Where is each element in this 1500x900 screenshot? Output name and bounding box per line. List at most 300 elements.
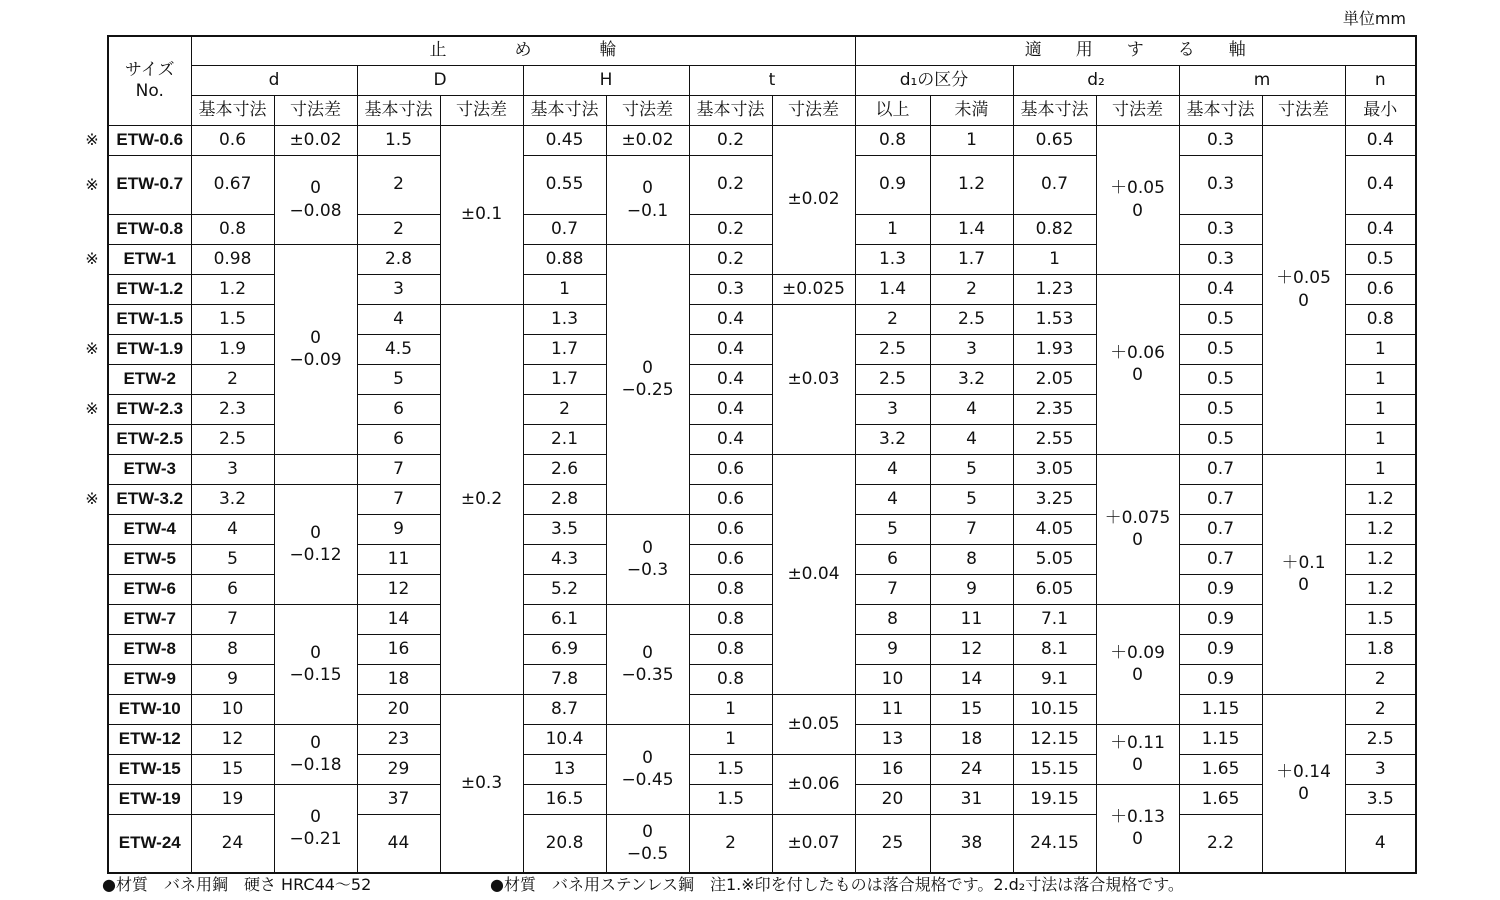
d-tolerance-value: 0 −0.08 — [289, 178, 342, 221]
d2-basic-cell: 0.82 — [1013, 214, 1096, 244]
d-basic-cell: 10 — [191, 694, 274, 724]
t-tolerance-cell — [772, 814, 855, 873]
header-retaining-ring: 止 め 輪 — [191, 36, 855, 65]
H-tolerance-cell — [606, 514, 689, 604]
size-cell: ETW-12 — [108, 724, 191, 754]
t-basic-cell: 0.6 — [689, 544, 772, 574]
H-tolerance-value: 0 −0.25 — [621, 357, 674, 400]
m-basic-cell: 0.9 — [1179, 634, 1262, 664]
m-basic-cell: 0.7 — [1179, 454, 1262, 484]
header-t-basic: 基本寸法 — [689, 95, 772, 125]
header-m-tolerance: 寸法差 — [1262, 95, 1345, 125]
d-basic-cell: 6 — [191, 574, 274, 604]
header-t-tolerance: 寸法差 — [772, 95, 855, 125]
size-cell: ETW-10 — [108, 694, 191, 724]
d1-over-cell: 2 — [855, 304, 930, 334]
m-basic-cell: 0.5 — [1179, 304, 1262, 334]
size-cell: ETW-0.8 — [108, 214, 191, 244]
H-tolerance-cell — [606, 724, 689, 814]
t-basic-cell: 0.4 — [689, 364, 772, 394]
H-tolerance-cell — [606, 125, 689, 155]
n-min-cell: 1 — [1345, 424, 1416, 454]
H-tolerance-cell — [606, 814, 689, 873]
t-basic-cell: 1.5 — [689, 784, 772, 814]
size-cell: ETW-0.6 — [108, 125, 191, 155]
m-basic-cell: 0.5 — [1179, 334, 1262, 364]
d1-under-cell: 12 — [930, 634, 1013, 664]
H-basic-cell: 3.5 — [523, 514, 606, 544]
D-basic-cell: 14 — [357, 604, 440, 634]
m-basic-cell: 0.5 — [1179, 394, 1262, 424]
D-basic-cell: 37 — [357, 784, 440, 814]
d-basic-cell: 2.3 — [191, 394, 274, 424]
m-basic-cell: 0.3 — [1179, 155, 1262, 214]
d1-under-cell: 31 — [930, 784, 1013, 814]
m-tolerance-value: ＋0.05 0 — [1276, 268, 1331, 311]
t-basic-cell: 0.6 — [689, 454, 772, 484]
d-tolerance-value: 0 −0.09 — [289, 327, 342, 370]
d2-basic-cell: 2.55 — [1013, 424, 1096, 454]
n-min-cell: 2 — [1345, 664, 1416, 694]
m-basic-cell: 0.3 — [1179, 214, 1262, 244]
reference-mark: ※ — [85, 339, 99, 358]
footer-notes — [102, 872, 1402, 895]
d-basic-cell: 3.2 — [191, 484, 274, 514]
d1-over-cell: 4 — [855, 484, 930, 514]
d-tolerance-cell — [274, 454, 357, 484]
d2-basic-cell: 24.15 — [1013, 814, 1096, 873]
header-n-min: 最小 — [1345, 95, 1416, 125]
d-tolerance-cell — [274, 155, 357, 244]
d2-basic-cell: 7.1 — [1013, 604, 1096, 634]
d-basic-cell: 9 — [191, 664, 274, 694]
D-basic-cell: 6 — [357, 424, 440, 454]
d2-tolerance-value: ＋0.075 0 — [1104, 507, 1171, 550]
t-tolerance-value: ±0.04 — [787, 563, 840, 584]
d1-under-cell: 8 — [930, 544, 1013, 574]
m-basic-cell: 0.9 — [1179, 604, 1262, 634]
m-basic-cell: 0.4 — [1179, 274, 1262, 304]
d1-over-cell: 1.4 — [855, 274, 930, 304]
H-basic-cell: 16.5 — [523, 784, 606, 814]
d1-over-cell: 20 — [855, 784, 930, 814]
n-min-cell: 0.4 — [1345, 214, 1416, 244]
d2-basic-cell: 1.53 — [1013, 304, 1096, 334]
d2-tolerance-value: ＋0.09 0 — [1110, 642, 1165, 685]
d-tolerance-value: 0 −0.21 — [289, 807, 342, 850]
d1-over-cell: 3.2 — [855, 424, 930, 454]
H-basic-cell: 4.3 — [523, 544, 606, 574]
m-tolerance-value: ＋0.1 0 — [1281, 552, 1326, 595]
H-basic-cell: 0.88 — [523, 244, 606, 274]
d1-over-cell: 16 — [855, 754, 930, 784]
d1-under-cell: 3 — [930, 334, 1013, 364]
d1-under-cell: 1.2 — [930, 155, 1013, 214]
d-basic-cell: 0.8 — [191, 214, 274, 244]
H-tolerance-value: 0 −0.1 — [626, 178, 669, 221]
H-basic-cell: 0.45 — [523, 125, 606, 155]
size-cell: ETW-1.9 — [108, 334, 191, 364]
header-H: H — [523, 65, 689, 95]
D-basic-cell: 11 — [357, 544, 440, 574]
D-basic-cell: 7 — [357, 484, 440, 514]
n-min-cell: 1 — [1345, 364, 1416, 394]
t-basic-cell: 0.6 — [689, 514, 772, 544]
size-cell: ETW-6 — [108, 574, 191, 604]
d-basic-cell: 24 — [191, 814, 274, 873]
t-basic-cell: 0.4 — [689, 304, 772, 334]
t-basic-cell: 0.4 — [689, 394, 772, 424]
n-min-cell: 0.4 — [1345, 155, 1416, 214]
d1-under-cell: 24 — [930, 754, 1013, 784]
d1-over-cell: 25 — [855, 814, 930, 873]
size-cell: ETW-5 — [108, 544, 191, 574]
d-tolerance-value: 0 −0.15 — [289, 642, 342, 685]
n-min-cell: 1 — [1345, 394, 1416, 424]
d-tolerance-cell — [274, 784, 357, 873]
n-min-cell: 3 — [1345, 754, 1416, 784]
d-basic-cell: 8 — [191, 634, 274, 664]
d2-basic-cell: 3.25 — [1013, 484, 1096, 514]
t-basic-cell: 0.6 — [689, 484, 772, 514]
size-cell: ETW-2 — [108, 364, 191, 394]
t-basic-cell: 0.8 — [689, 574, 772, 604]
d1-under-cell: 5 — [930, 484, 1013, 514]
header-d1-over: 以上 — [855, 95, 930, 125]
header-d1-under: 未満 — [930, 95, 1013, 125]
m-basic-cell: 1.65 — [1179, 754, 1262, 784]
d1-under-cell: 9 — [930, 574, 1013, 604]
D-basic-cell: 23 — [357, 724, 440, 754]
d1-under-cell: 4 — [930, 424, 1013, 454]
t-basic-cell: 1 — [689, 694, 772, 724]
d-basic-cell: 0.98 — [191, 244, 274, 274]
d1-under-cell: 14 — [930, 664, 1013, 694]
d-basic-cell: 1.2 — [191, 274, 274, 304]
size-cell: ETW-1.2 — [108, 274, 191, 304]
H-basic-cell: 10.4 — [523, 724, 606, 754]
d2-tolerance-cell — [1096, 724, 1179, 784]
m-tolerance-cell — [1262, 694, 1345, 873]
d-basic-cell: 0.6 — [191, 125, 274, 155]
t-basic-cell: 1.5 — [689, 754, 772, 784]
d1-over-cell: 6 — [855, 544, 930, 574]
H-basic-cell: 13 — [523, 754, 606, 784]
D-basic-cell: 18 — [357, 664, 440, 694]
d2-basic-cell: 5.05 — [1013, 544, 1096, 574]
H-tolerance-cell — [606, 155, 689, 244]
d-basic-cell: 19 — [191, 784, 274, 814]
d2-basic-cell: 1.93 — [1013, 334, 1096, 364]
d2-tolerance-cell — [1096, 604, 1179, 724]
m-basic-cell: 0.7 — [1179, 514, 1262, 544]
t-tolerance-value: ±0.03 — [787, 368, 840, 389]
d-tolerance-cell — [274, 244, 357, 454]
unit-label: 単位mm — [1342, 9, 1406, 28]
D-basic-cell: 16 — [357, 634, 440, 664]
d1-over-cell: 9 — [855, 634, 930, 664]
d1-over-cell: 3 — [855, 394, 930, 424]
n-min-cell: 1.2 — [1345, 484, 1416, 514]
table-row — [108, 244, 1416, 274]
t-tolerance-value: ±0.07 — [787, 833, 840, 854]
header-D: D — [357, 65, 523, 95]
d2-basic-cell: 1.23 — [1013, 274, 1096, 304]
t-basic-cell: 0.4 — [689, 334, 772, 364]
table-row — [108, 724, 1416, 754]
n-min-cell: 3.5 — [1345, 784, 1416, 814]
d-tolerance-value: 0 −0.12 — [289, 522, 342, 565]
d-basic-cell: 4 — [191, 514, 274, 544]
t-tolerance-cell — [772, 454, 855, 694]
d-basic-cell: 2 — [191, 364, 274, 394]
t-basic-cell: 0.2 — [689, 155, 772, 214]
m-tolerance-cell — [1262, 125, 1345, 454]
t-tolerance-cell — [772, 125, 855, 274]
t-basic-cell: 0.8 — [689, 664, 772, 694]
D-basic-cell: 2 — [357, 214, 440, 244]
d1-under-cell: 3.2 — [930, 364, 1013, 394]
d-tolerance-cell — [274, 125, 357, 155]
d2-basic-cell: 9.1 — [1013, 664, 1096, 694]
d1-under-cell: 2.5 — [930, 304, 1013, 334]
D-basic-cell: 5 — [357, 364, 440, 394]
d1-over-cell: 11 — [855, 694, 930, 724]
H-basic-cell: 2 — [523, 394, 606, 424]
D-basic-cell: 2.8 — [357, 244, 440, 274]
d2-tolerance-value: ＋0.13 0 — [1110, 807, 1165, 850]
D-basic-cell: 6 — [357, 394, 440, 424]
D-tolerance-value: ±0.1 — [460, 204, 503, 225]
d1-over-cell: 4 — [855, 454, 930, 484]
d2-basic-cell: 0.65 — [1013, 125, 1096, 155]
n-min-cell: 0.5 — [1345, 244, 1416, 274]
D-tolerance-cell — [440, 304, 523, 694]
m-basic-cell: 0.3 — [1179, 125, 1262, 155]
t-basic-cell: 0.3 — [689, 274, 772, 304]
d2-tolerance-cell — [1096, 454, 1179, 604]
t-basic-cell: 0.4 — [689, 424, 772, 454]
t-tolerance-cell — [772, 754, 855, 814]
d2-tolerance-cell — [1096, 784, 1179, 873]
d-tolerance-cell — [274, 724, 357, 784]
D-basic-cell: 1.5 — [357, 125, 440, 155]
H-basic-cell: 1.7 — [523, 364, 606, 394]
table-row — [108, 604, 1416, 634]
header-H-tolerance: 寸法差 — [606, 95, 689, 125]
n-min-cell: 0.6 — [1345, 274, 1416, 304]
size-cell: ETW-3.2 — [108, 484, 191, 514]
t-tolerance-value: ±0.05 — [787, 713, 840, 734]
t-tolerance-cell — [772, 694, 855, 754]
n-min-cell: 1 — [1345, 334, 1416, 364]
H-basic-cell: 1 — [523, 274, 606, 304]
d2-basic-cell: 1 — [1013, 244, 1096, 274]
t-basic-cell: 2 — [689, 814, 772, 873]
n-min-cell: 0.4 — [1345, 125, 1416, 155]
D-basic-cell: 12 — [357, 574, 440, 604]
d1-over-cell: 0.9 — [855, 155, 930, 214]
d2-basic-cell: 4.05 — [1013, 514, 1096, 544]
H-tolerance-value: ±0.02 — [621, 129, 674, 150]
D-basic-cell: 4.5 — [357, 334, 440, 364]
size-cell: ETW-7 — [108, 604, 191, 634]
n-min-cell: 1.2 — [1345, 544, 1416, 574]
d1-over-cell: 2.5 — [855, 364, 930, 394]
n-min-cell: 1.2 — [1345, 574, 1416, 604]
d2-basic-cell: 0.7 — [1013, 155, 1096, 214]
D-basic-cell: 29 — [357, 754, 440, 784]
table-row — [108, 784, 1416, 814]
H-basic-cell: 6.9 — [523, 634, 606, 664]
H-basic-cell: 2.1 — [523, 424, 606, 454]
d2-basic-cell: 8.1 — [1013, 634, 1096, 664]
d1-under-cell: 1.7 — [930, 244, 1013, 274]
d-tolerance-value: ±0.02 — [289, 129, 342, 150]
reference-mark: ※ — [85, 489, 99, 508]
d-tolerance-cell — [274, 604, 357, 724]
D-tolerance-value: ±0.2 — [460, 488, 503, 509]
t-basic-cell: 0.2 — [689, 244, 772, 274]
d-basic-cell: 3 — [191, 454, 274, 484]
size-cell: ETW-2.3 — [108, 394, 191, 424]
d1-over-cell: 5 — [855, 514, 930, 544]
t-basic-cell: 0.8 — [689, 634, 772, 664]
n-min-cell: 1 — [1345, 454, 1416, 484]
header-d: d — [191, 65, 357, 95]
H-tolerance-value: 0 −0.5 — [626, 822, 669, 865]
t-tolerance-value: ±0.06 — [787, 773, 840, 794]
header-d-basic: 基本寸法 — [191, 95, 274, 125]
d-basic-cell: 0.67 — [191, 155, 274, 214]
n-min-cell: 4 — [1345, 814, 1416, 873]
table-row — [108, 454, 1416, 484]
header-n: n — [1345, 65, 1416, 95]
header-applicable-shaft: 適 用 す る 軸 — [855, 36, 1416, 65]
header-d2: d₂ — [1013, 65, 1179, 95]
table-row — [108, 484, 1416, 514]
H-basic-cell: 6.1 — [523, 604, 606, 634]
d2-basic-cell: 15.15 — [1013, 754, 1096, 784]
header-size-no — [108, 36, 191, 125]
d-basic-cell: 1.5 — [191, 304, 274, 334]
header-D-basic: 基本寸法 — [357, 95, 440, 125]
D-tolerance-value: ±0.3 — [460, 773, 503, 794]
table-body — [108, 125, 1416, 873]
d1-under-cell: 38 — [930, 814, 1013, 873]
header-t: t — [689, 65, 855, 95]
H-tolerance-value: 0 −0.3 — [626, 537, 669, 580]
size-cell: ETW-2.5 — [108, 424, 191, 454]
m-basic-cell: 0.9 — [1179, 574, 1262, 604]
d1-over-cell: 13 — [855, 724, 930, 754]
d1-over-cell: 2.5 — [855, 334, 930, 364]
d1-under-cell: 1 — [930, 125, 1013, 155]
footer-material-left: ●材質 バネ用鋼 硬さ HRC44～52 — [102, 875, 372, 894]
t-basic-cell: 0.2 — [689, 125, 772, 155]
reference-mark: ※ — [85, 399, 99, 418]
m-basic-cell: 0.7 — [1179, 544, 1262, 574]
size-cell: ETW-8 — [108, 634, 191, 664]
D-tolerance-cell — [440, 125, 523, 304]
size-cell: ETW-9 — [108, 664, 191, 694]
H-tolerance-cell — [606, 244, 689, 514]
size-cell: ETW-4 — [108, 514, 191, 544]
H-basic-cell: 0.7 — [523, 214, 606, 244]
H-basic-cell: 20.8 — [523, 814, 606, 873]
table-row — [108, 125, 1416, 155]
d2-basic-cell: 19.15 — [1013, 784, 1096, 814]
header-H-basic: 基本寸法 — [523, 95, 606, 125]
m-tolerance-cell — [1262, 454, 1345, 694]
d1-under-cell: 2 — [930, 274, 1013, 304]
d2-basic-cell: 2.05 — [1013, 364, 1096, 394]
n-min-cell: 1.2 — [1345, 514, 1416, 544]
header-m-basic: 基本寸法 — [1179, 95, 1262, 125]
d1-over-cell: 7 — [855, 574, 930, 604]
t-tolerance-value: ±0.025 — [782, 278, 845, 299]
H-basic-cell: 1.7 — [523, 334, 606, 364]
D-basic-cell: 44 — [357, 814, 440, 873]
d2-tolerance-value: ＋0.05 0 — [1110, 178, 1165, 221]
size-cell: ETW-1.5 — [108, 304, 191, 334]
H-basic-cell: 2.6 — [523, 454, 606, 484]
footer-material-right: ●材質 バネ用ステンレス鋼 注1.※印を付したものは落合規格です。2.d₂寸法は落合規格です。 — [490, 875, 1184, 894]
header-size-no-text: サイズ No. — [124, 59, 175, 101]
d1-under-cell: 18 — [930, 724, 1013, 754]
t-tolerance-value: ±0.02 — [787, 189, 840, 210]
D-tolerance-cell — [440, 694, 523, 873]
t-basic-cell: 1 — [689, 724, 772, 754]
d1-under-cell: 4 — [930, 394, 1013, 424]
d-basic-cell: 2.5 — [191, 424, 274, 454]
m-tolerance-value: ＋0.14 0 — [1276, 762, 1331, 805]
t-tolerance-cell — [772, 274, 855, 304]
m-basic-cell: 2.2 — [1179, 814, 1262, 873]
m-basic-cell: 0.7 — [1179, 484, 1262, 514]
header-m: m — [1179, 65, 1345, 95]
size-cell: ETW-1 — [108, 244, 191, 274]
d1-under-cell: 15 — [930, 694, 1013, 724]
d-tolerance-value: 0 −0.18 — [289, 732, 342, 775]
d1-over-cell: 1 — [855, 214, 930, 244]
reference-mark: ※ — [85, 249, 99, 268]
reference-mark: ※ — [85, 130, 99, 149]
d1-under-cell: 7 — [930, 514, 1013, 544]
d-tolerance-cell — [274, 484, 357, 604]
H-basic-cell: 7.8 — [523, 664, 606, 694]
d2-basic-cell: 2.35 — [1013, 394, 1096, 424]
size-cell: ETW-0.7 — [108, 155, 191, 214]
H-tolerance-value: 0 −0.45 — [621, 747, 674, 790]
d-basic-cell: 12 — [191, 724, 274, 754]
H-basic-cell: 1.3 — [523, 304, 606, 334]
n-min-cell: 1.5 — [1345, 604, 1416, 634]
d-basic-cell: 7 — [191, 604, 274, 634]
n-min-cell: 0.8 — [1345, 304, 1416, 334]
D-basic-cell: 2 — [357, 155, 440, 214]
d1-over-cell: 10 — [855, 664, 930, 694]
H-basic-cell: 5.2 — [523, 574, 606, 604]
size-cell: ETW-3 — [108, 454, 191, 484]
d2-tolerance-value: ＋0.11 0 — [1110, 732, 1165, 775]
D-basic-cell: 9 — [357, 514, 440, 544]
size-cell: ETW-24 — [108, 814, 191, 873]
m-basic-cell: 0.3 — [1179, 244, 1262, 274]
size-cell: ETW-19 — [108, 784, 191, 814]
header-d1-range: d₁の区分 — [855, 65, 1013, 95]
size-cell: ETW-15 — [108, 754, 191, 784]
